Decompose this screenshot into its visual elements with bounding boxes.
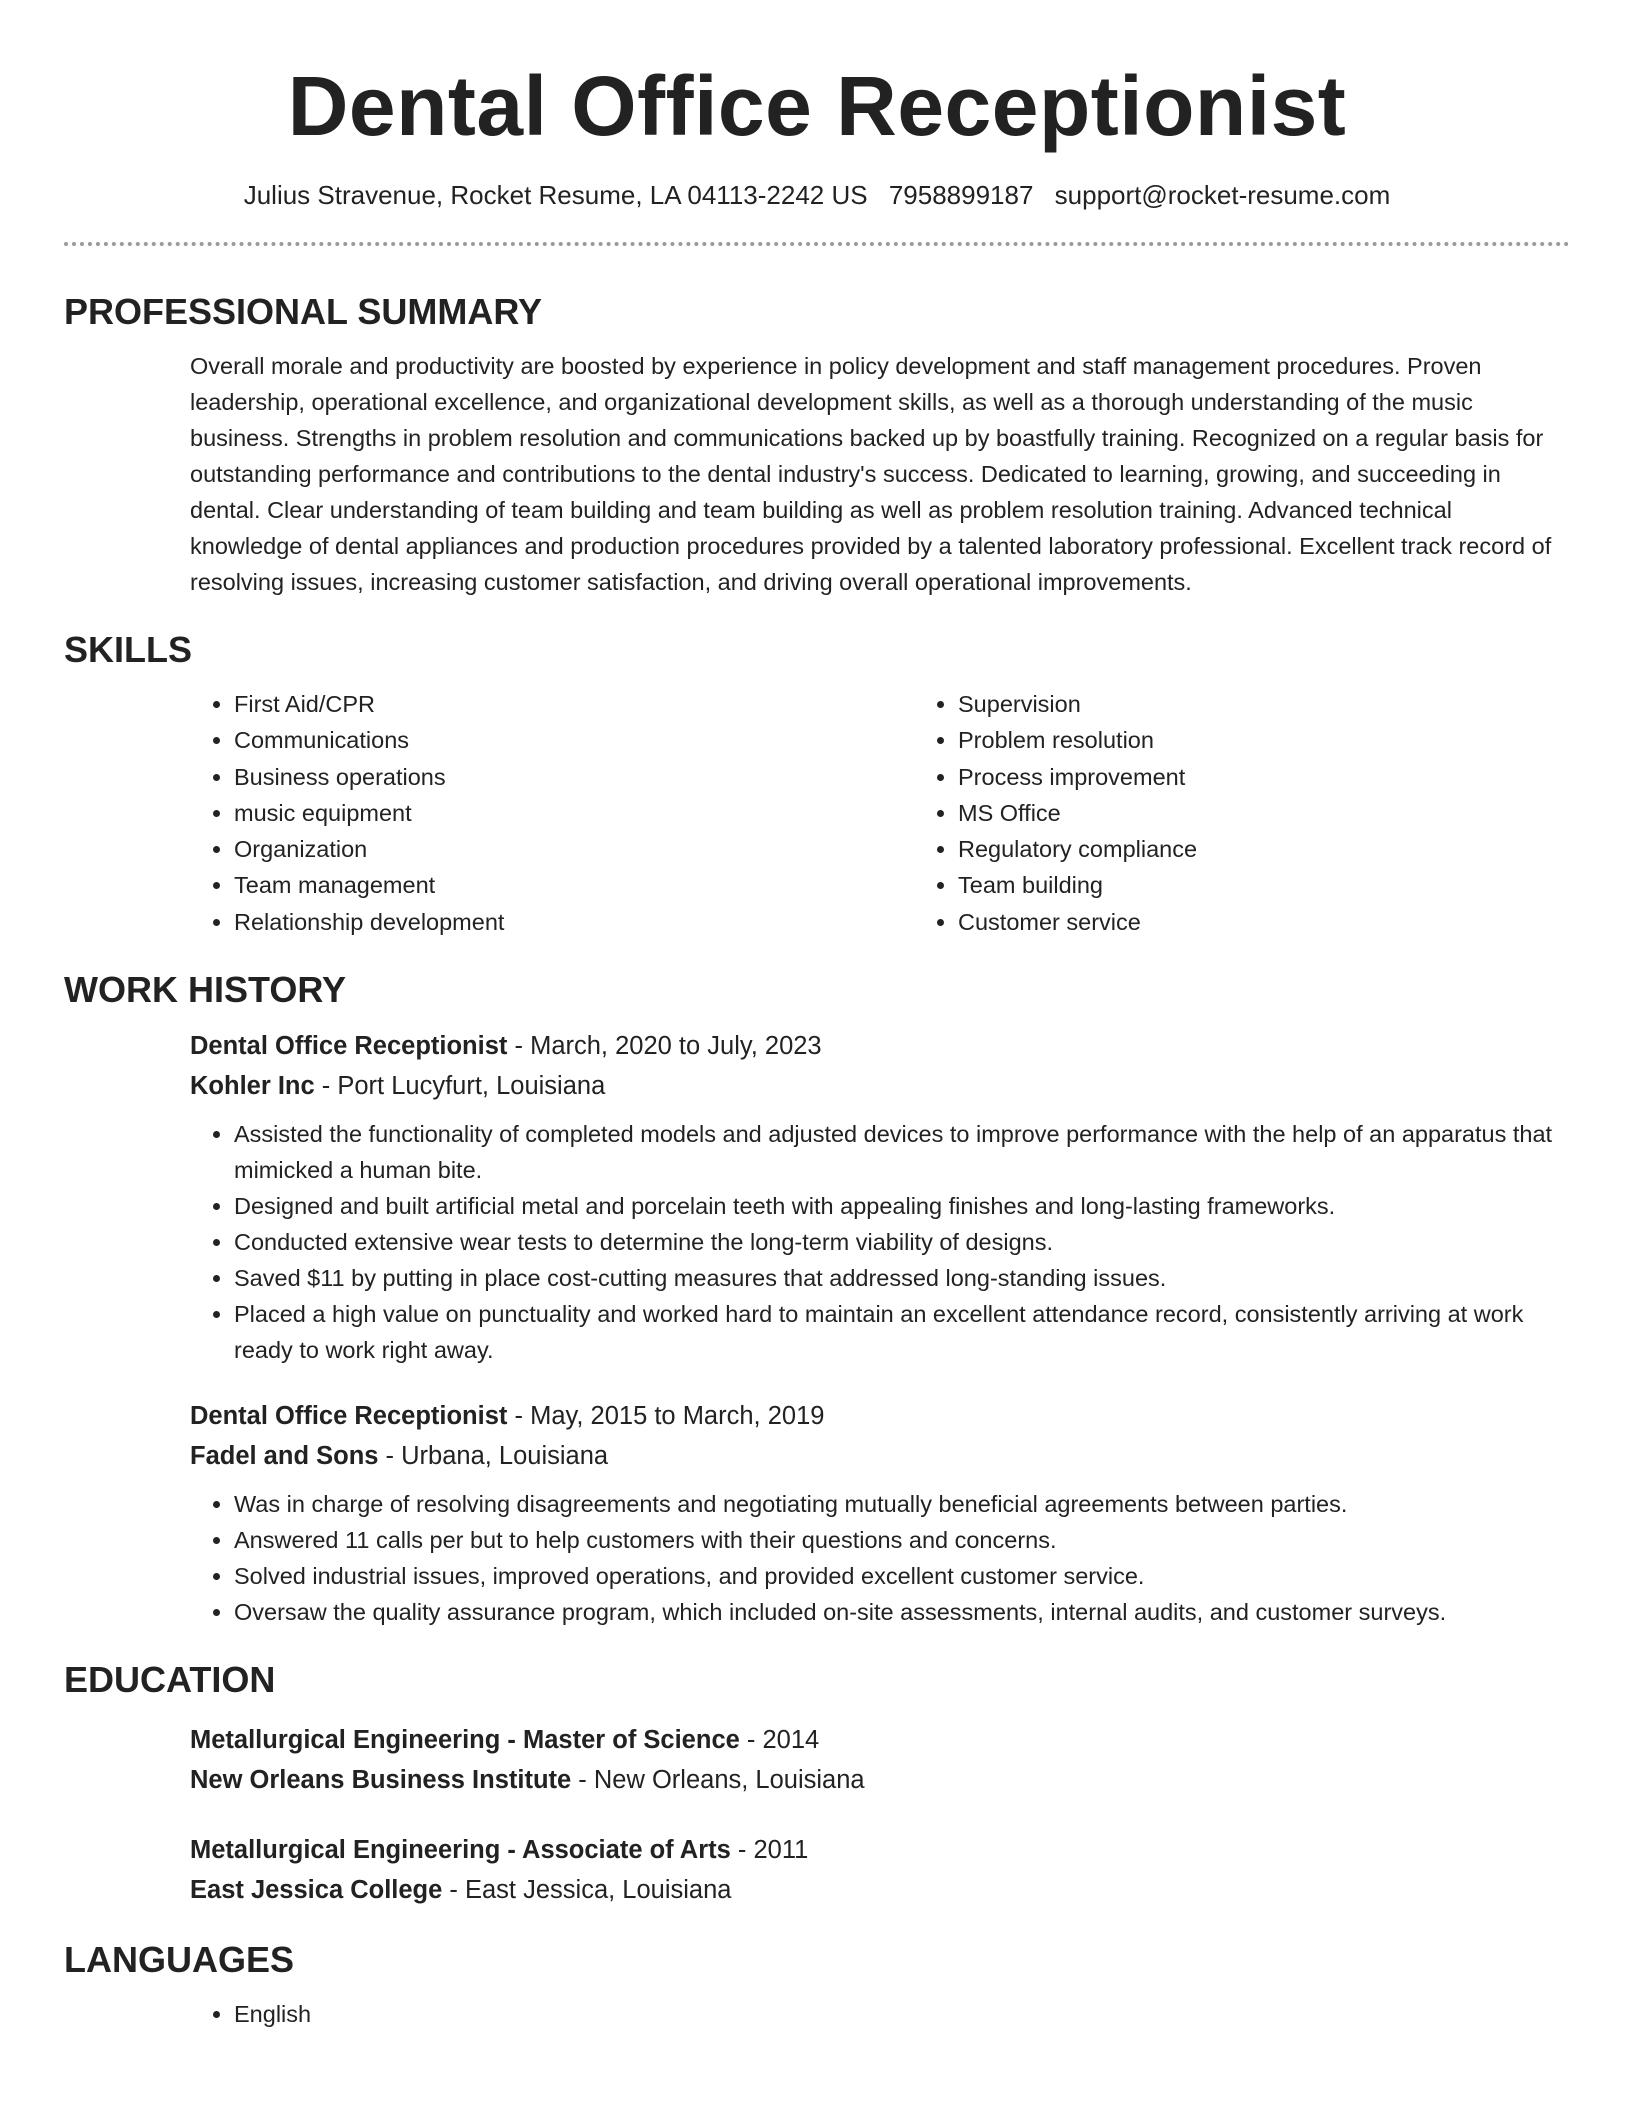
education-degree-line [190,1830,1570,1870]
header-divider [64,242,1570,246]
language-item: • English [234,1996,1570,2032]
job-bullet: • Solved industrial issues, improved operations, and provided excellent customer service. [234,1558,1570,1594]
job-company-line [190,1066,1570,1106]
job-company: Kohler Inc [190,1072,315,1101]
languages-list [190,1996,1570,2032]
skill-item: • Supervision [958,686,1558,722]
skills-heading: SKILLS [64,629,193,670]
skill-item: • Business operations [234,759,914,795]
contact-phone: 7958899187 [888,180,1034,210]
education-year: - 2011 [737,1836,809,1865]
job-entry [64,1026,1570,1368]
education-degree-line [190,1720,1570,1760]
skill-item: • Team building [958,867,1558,903]
skill-item: • First Aid/CPR [234,686,914,722]
skill-item: • Relationship development [234,904,914,940]
summary-text: Overall morale and productivity are boosted by experience in policy development and staff management procedures. Proven leadership, operational excellence, and organizational development skills, as well as a thorough understanding of the music business. Strengths in problem resolution and communications backed up by boastfully training. Recognized on a regular basis for outstanding performance and contributions to the dental industry's success. Dedicated to learning, growing, and succeeding in dental. Clear understanding of team building and team building as well as problem resolution training. Advanced technical knowledge of dental appliances and production procedures provided by a talented laboratory professional. Excellent track record of resolving issues, increasing customer satisfaction, and driving overall operational improvements. [190,353,1552,595]
skill-item: • music equipment [234,795,914,831]
education-location: - New Orleans, Louisiana [578,1766,865,1795]
resume-title: Dental Office Receptionist [287,59,1347,153]
job-role: Dental Office Receptionist [190,1402,508,1431]
education-entry [64,1830,1570,1910]
education-entry [64,1720,1570,1800]
job-bullet: • Answered 11 calls per but to help customers with their questions and concerns. [234,1522,1570,1558]
education-year: - 2014 [746,1726,820,1755]
job-bullet: • Saved $11 by putting in place cost-cutting measures that addressed long-standing issues. [234,1260,1570,1296]
job-dates: - May, 2015 to March, 2019 [514,1402,825,1431]
job-bullet: • Conducted extensive wear tests to determine the long-term viability of designs. [234,1224,1570,1260]
skills-list [190,686,1570,940]
skill-item: • Team management [234,867,914,903]
languages-heading: LANGUAGES [64,1939,295,1981]
job-title-line [190,1026,1570,1066]
contact-address: Julius Stravenue, Rocket Resume, LA 04113-2242 US [243,180,868,210]
job-bullets [190,1486,1570,1630]
education-heading: EDUCATION [64,1659,276,1701]
job-role: Dental Office Receptionist [190,1032,508,1061]
job-bullets [190,1116,1570,1368]
job-entry [64,1396,1570,1630]
skill-item: • Customer service [958,904,1558,940]
skill-item: • Regulatory compliance [958,831,1558,867]
skills-column-left [190,686,914,940]
job-bullet: • Assisted the functionality of completed models and adjusted devices to improve performance with the help of an apparatus that mimicked a human bite. [234,1116,1570,1188]
job-company-line [190,1436,1570,1476]
education-school: East Jessica College [190,1876,443,1905]
skill-item: • Process improvement [958,759,1558,795]
contact-email: support@rocket-resume.com [1054,180,1391,210]
job-location: - Port Lucyfurt, Louisiana [321,1072,606,1101]
summary-heading: PROFESSIONAL SUMMARY [64,291,543,332]
education-school-line [190,1870,1570,1910]
work-history-heading: WORK HISTORY [64,969,347,1011]
education-location: - East Jessica, Louisiana [449,1876,732,1905]
education-degree: Metallurgical Engineering - Associate of Arts [190,1836,731,1865]
skills-column-right [914,686,1558,940]
resume-page [64,0,1570,2032]
job-bullet: • Oversaw the quality assurance program, which included on-site assessments, internal audits, and customer surveys. [234,1594,1570,1630]
job-dates: - March, 2020 to July, 2023 [514,1032,822,1061]
education-school: New Orleans Business Institute [190,1766,572,1795]
skill-item: • Problem resolution [958,722,1558,758]
job-company: Fadel and Sons [190,1442,379,1471]
job-location: - Urbana, Louisiana [385,1442,609,1471]
skill-item: • Organization [234,831,914,867]
job-bullet: • Was in charge of resolving disagreements and negotiating mutually beneficial agreements between parties. [234,1486,1570,1522]
education-school-line [190,1760,1570,1800]
job-bullet: • Placed a high value on punctuality and worked hard to maintain an excellent attendance record, consistently arriving at work ready to work right away. [234,1296,1570,1368]
education-degree: Metallurgical Engineering - Master of Science [190,1726,740,1755]
skill-item: • MS Office [958,795,1558,831]
skill-item: • Communications [234,722,914,758]
job-bullet: • Designed and built artificial metal and porcelain teeth with appealing finishes and long-lasting frameworks. [234,1188,1570,1224]
contact-line [64,178,1570,212]
job-title-line [190,1396,1570,1436]
